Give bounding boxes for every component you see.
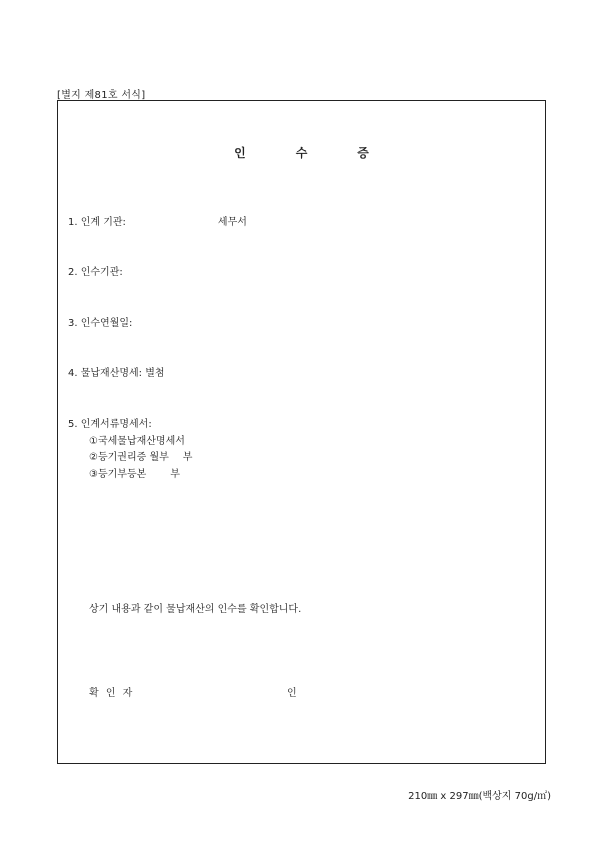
- receipt-date-label: 3. 인수연월일:: [68, 318, 133, 329]
- form-frame: [57, 100, 546, 764]
- transfer-agency-value: 세무서: [217, 217, 247, 228]
- document-title: [58, 144, 545, 161]
- item-document-list: [68, 415, 152, 430]
- entry-3-suffix: 부: [170, 469, 180, 480]
- entry-2-suffix: 부: [182, 452, 193, 463]
- item-receiving-agency: [68, 263, 123, 278]
- form-number-label: [별지 제81호 서식]: [57, 90, 146, 101]
- entry-3-text: ③등기부등본: [89, 469, 147, 480]
- property-details-label: 4. 물납재산명세: 별첨: [68, 368, 165, 379]
- entry-1-text: ①국세물납재산명세서: [89, 436, 185, 447]
- document-list-entry-2: [89, 448, 192, 463]
- receiving-agency-label: 2. 인수기관:: [68, 267, 123, 278]
- item-property-details: [68, 364, 165, 379]
- confirmer-seal-mark: 인: [287, 688, 297, 699]
- title-char-1: 인: [234, 146, 246, 160]
- item-transfer-agency: [68, 213, 247, 228]
- confirmation-statement: 상기 내용과 같이 물납재산의 인수를 확인합니다.: [89, 604, 302, 615]
- document-list-entry-3: [89, 465, 180, 480]
- title-char-2: 수: [295, 146, 308, 160]
- confirmer-label: 확 인 자: [89, 688, 135, 699]
- paper-size-note: 210㎜ x 297㎜(백상지 70g/㎡): [408, 791, 551, 802]
- item-receipt-date: [68, 314, 132, 329]
- document-list-entry-1: [89, 432, 185, 447]
- title-char-3: 증: [357, 146, 369, 160]
- transfer-agency-label: 1. 인계 기관:: [68, 217, 126, 228]
- entry-2-text: ②등기권리증 월부: [89, 452, 169, 463]
- document-list-label: 5. 인계서류명세서:: [68, 419, 152, 430]
